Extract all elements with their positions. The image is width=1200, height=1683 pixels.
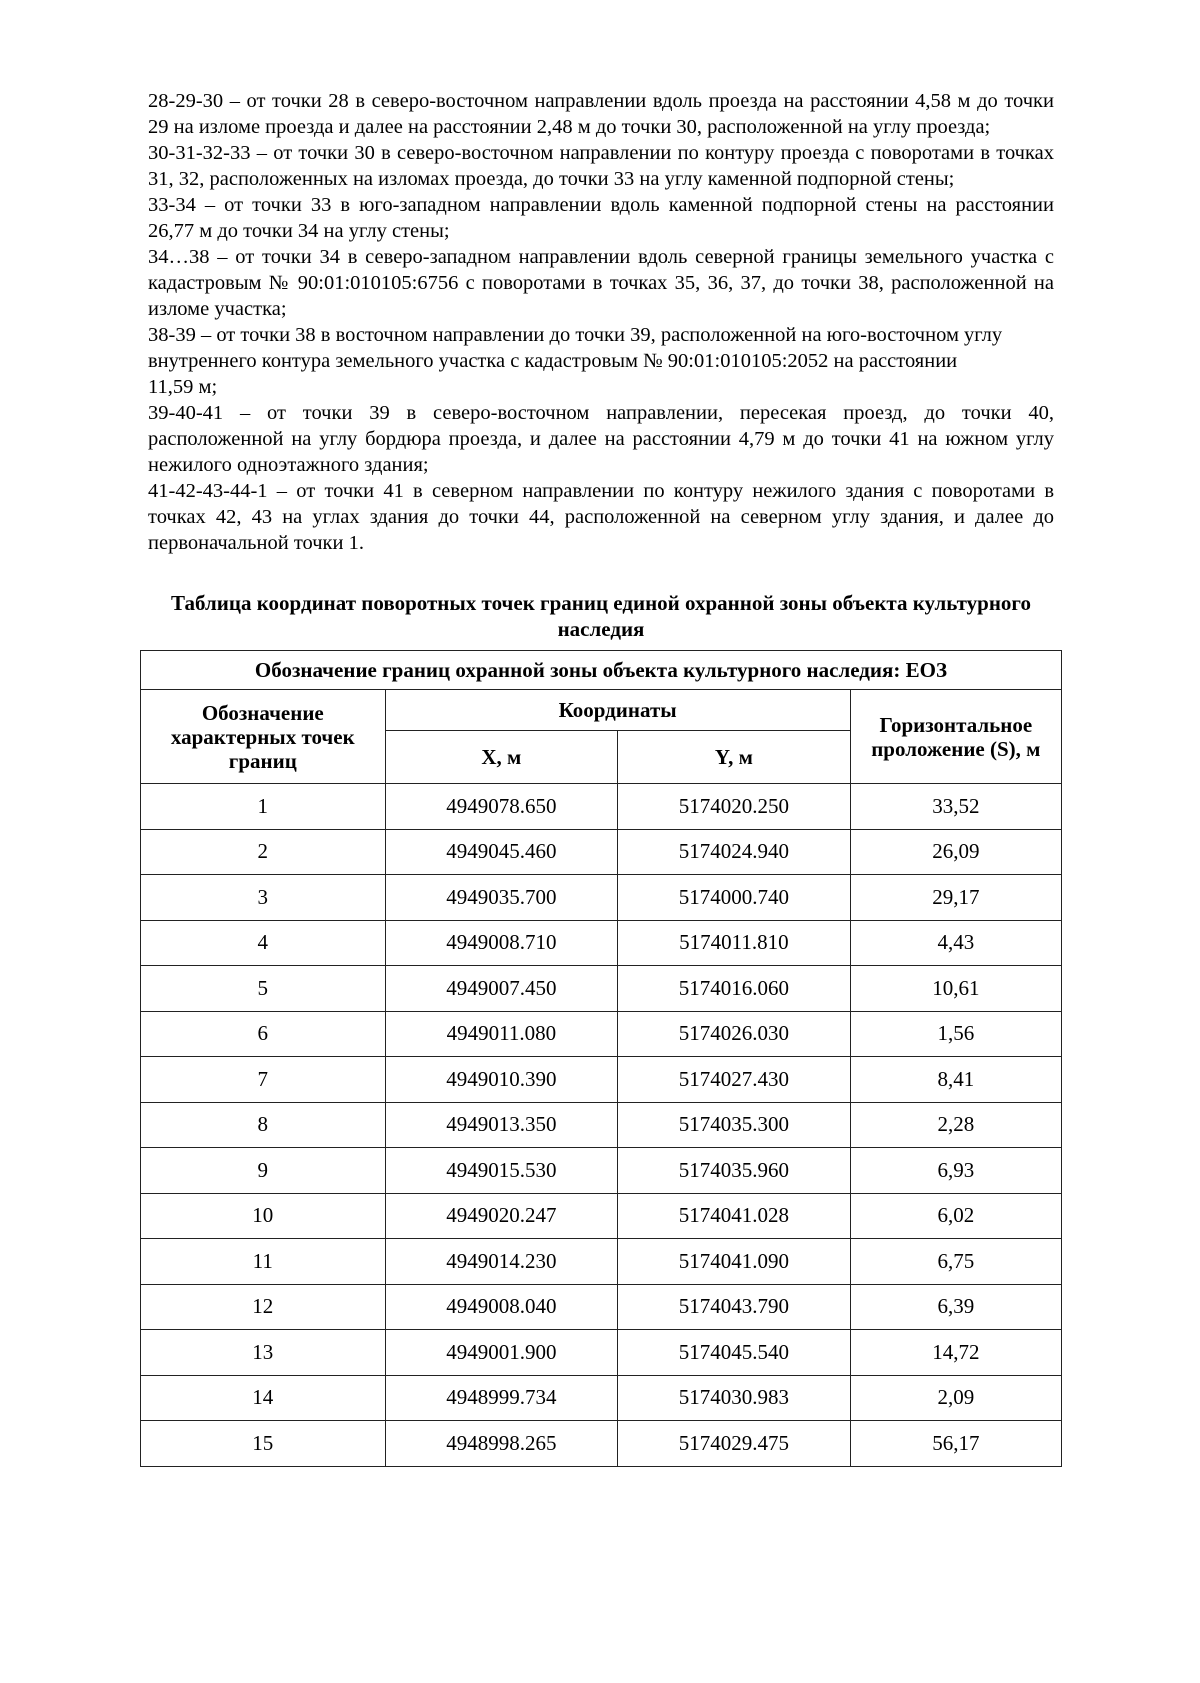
cell-x: 4949011.080 — [385, 1011, 618, 1057]
cell-s: 1,56 — [850, 1011, 1061, 1057]
cell-x: 4949015.530 — [385, 1148, 618, 1194]
table-row — [141, 1193, 1062, 1239]
header-x: X, м — [385, 731, 618, 784]
cell-s: 6,02 — [850, 1193, 1061, 1239]
cell-x: 4949020.247 — [385, 1193, 618, 1239]
header-point: Обозначение характерных точек границ — [141, 690, 386, 784]
boundary-description-38-39-distance: 11,59 м; — [148, 376, 218, 398]
boundary-description-33-34: 33-34 – от точки 33 в юго-западном направлении вдоль каменной подпорной стены на расстоянии 26,77 м до точки 34 на углу стены; — [148, 194, 1054, 242]
cell-point: 7 — [141, 1057, 386, 1103]
cell-s: 6,75 — [850, 1239, 1061, 1285]
cell-s: 56,17 — [850, 1421, 1061, 1467]
cell-y: 5174035.300 — [618, 1102, 851, 1148]
cell-x: 4949007.450 — [385, 966, 618, 1012]
document-page — [148, 88, 1054, 1467]
table-row — [141, 1239, 1062, 1285]
cell-s: 6,93 — [850, 1148, 1061, 1194]
cell-y: 5174041.028 — [618, 1193, 851, 1239]
table-row — [141, 920, 1062, 966]
table-row — [141, 1421, 1062, 1467]
table-row — [141, 1284, 1062, 1330]
cell-point: 1 — [141, 784, 386, 830]
cell-point: 11 — [141, 1239, 386, 1285]
cell-y: 5174000.740 — [618, 875, 851, 921]
table-row — [141, 784, 1062, 830]
cell-y: 5174030.983 — [618, 1375, 851, 1421]
cell-point: 2 — [141, 829, 386, 875]
cell-y: 5174024.940 — [618, 829, 851, 875]
cell-y: 5174016.060 — [618, 966, 851, 1012]
cell-s: 26,09 — [850, 829, 1061, 875]
cell-x: 4948998.265 — [385, 1421, 618, 1467]
cell-y: 5174029.475 — [618, 1421, 851, 1467]
cell-s: 33,52 — [850, 784, 1061, 830]
cell-x: 4949013.350 — [385, 1102, 618, 1148]
cell-point: 10 — [141, 1193, 386, 1239]
cell-point: 15 — [141, 1421, 386, 1467]
table-row — [141, 829, 1062, 875]
cell-point: 4 — [141, 920, 386, 966]
table-row — [141, 966, 1062, 1012]
boundary-description-30-33: 30-31-32-33 – от точки 30 в северо-восточном направлении по контуру проезда с поворотами в точках 31, 32, расположенных на изломах проезда, до точки 33 на углу каменной подпорной стены; — [148, 142, 1054, 190]
cell-point: 12 — [141, 1284, 386, 1330]
cell-s: 2,28 — [850, 1102, 1061, 1148]
cell-y: 5174041.090 — [618, 1239, 851, 1285]
cell-x: 4949001.900 — [385, 1330, 618, 1376]
table-title: Таблица координат поворотных точек границ единой охранной зоны объекта культурного наследия — [171, 591, 1031, 641]
header-horizontal-distance: Горизонтальное проложение (S), м — [850, 690, 1061, 784]
cell-y: 5174027.430 — [618, 1057, 851, 1103]
cell-point: 6 — [141, 1011, 386, 1057]
cell-x: 4948999.734 — [385, 1375, 618, 1421]
table-caption: Обозначение границ охранной зоны объекта культурного наследия: ЕОЗ — [141, 651, 1062, 690]
table-row — [141, 1102, 1062, 1148]
boundary-description-28-30: 28-29-30 – от точки 28 в северо-восточном направлении вдоль проезда на расстоянии 4,58 м до точки 29 на изломе проезда и далее на расстоянии 2,48 м до точки 30, расположенной на углу проезда; — [148, 90, 1054, 138]
cell-point: 14 — [141, 1375, 386, 1421]
cell-s: 4,43 — [850, 920, 1061, 966]
cell-point: 13 — [141, 1330, 386, 1376]
cell-y: 5174035.960 — [618, 1148, 851, 1194]
boundary-description-41-1: 41-42-43-44-1 – от точки 41 в северном направлении по контуру нежилого здания с поворотами в точках 42, 43 на углах здания до точки 44, расположенной на северном углу здания, и далее до первоначальной точки 1. — [148, 480, 1054, 554]
header-y: Y, м — [618, 731, 851, 784]
table-row — [141, 1057, 1062, 1103]
table-row — [141, 1011, 1062, 1057]
cell-y: 5174020.250 — [618, 784, 851, 830]
header-coordinates: Координаты — [385, 690, 850, 731]
cell-y: 5174043.790 — [618, 1284, 851, 1330]
cell-x: 4949010.390 — [385, 1057, 618, 1103]
cell-x: 4949014.230 — [385, 1239, 618, 1285]
table-row — [141, 875, 1062, 921]
cell-point: 8 — [141, 1102, 386, 1148]
table-row — [141, 1330, 1062, 1376]
cell-x: 4949078.650 — [385, 784, 618, 830]
cell-point: 9 — [141, 1148, 386, 1194]
cell-s: 2,09 — [850, 1375, 1061, 1421]
cell-x: 4949035.700 — [385, 875, 618, 921]
cell-y: 5174011.810 — [618, 920, 851, 966]
cell-y: 5174026.030 — [618, 1011, 851, 1057]
cell-x: 4949045.460 — [385, 829, 618, 875]
cell-s: 8,41 — [850, 1057, 1061, 1103]
cell-y: 5174045.540 — [618, 1330, 851, 1376]
cell-point: 3 — [141, 875, 386, 921]
table-row — [141, 1148, 1062, 1194]
boundary-description-38-39: 38-39 – от точки 38 в восточном направлении до точки 39, расположенной на юго-восточном углу внутреннего контура земельного участка с кадастровым № 90:01:010105:2052 на расстоянии — [148, 324, 1003, 372]
table-row — [141, 1375, 1062, 1421]
boundary-description-39-41: 39-40-41 – от точки 39 в северо-восточном направлении, пересекая проезд, до точки 40, расположенной на углу бордюра проезда, и далее на расстоянии 4,79 м до точки 41 на южном углу нежилого одноэтажного здания; — [148, 402, 1054, 476]
cell-s: 6,39 — [850, 1284, 1061, 1330]
cell-s: 29,17 — [850, 875, 1061, 921]
cell-s: 10,61 — [850, 966, 1061, 1012]
cell-point: 5 — [141, 966, 386, 1012]
boundary-description-34-38: 34…38 – от точки 34 в северо-западном направлении вдоль северной границы земельного участка с кадастровым № 90:01:010105:6756 с поворотами в точках 35, 36, 37, до точки 38, расположенной на изломе участка; — [148, 246, 1054, 320]
cell-x: 4949008.710 — [385, 920, 618, 966]
cell-x: 4949008.040 — [385, 1284, 618, 1330]
coordinates-table — [140, 650, 1062, 1467]
cell-s: 14,72 — [850, 1330, 1061, 1376]
